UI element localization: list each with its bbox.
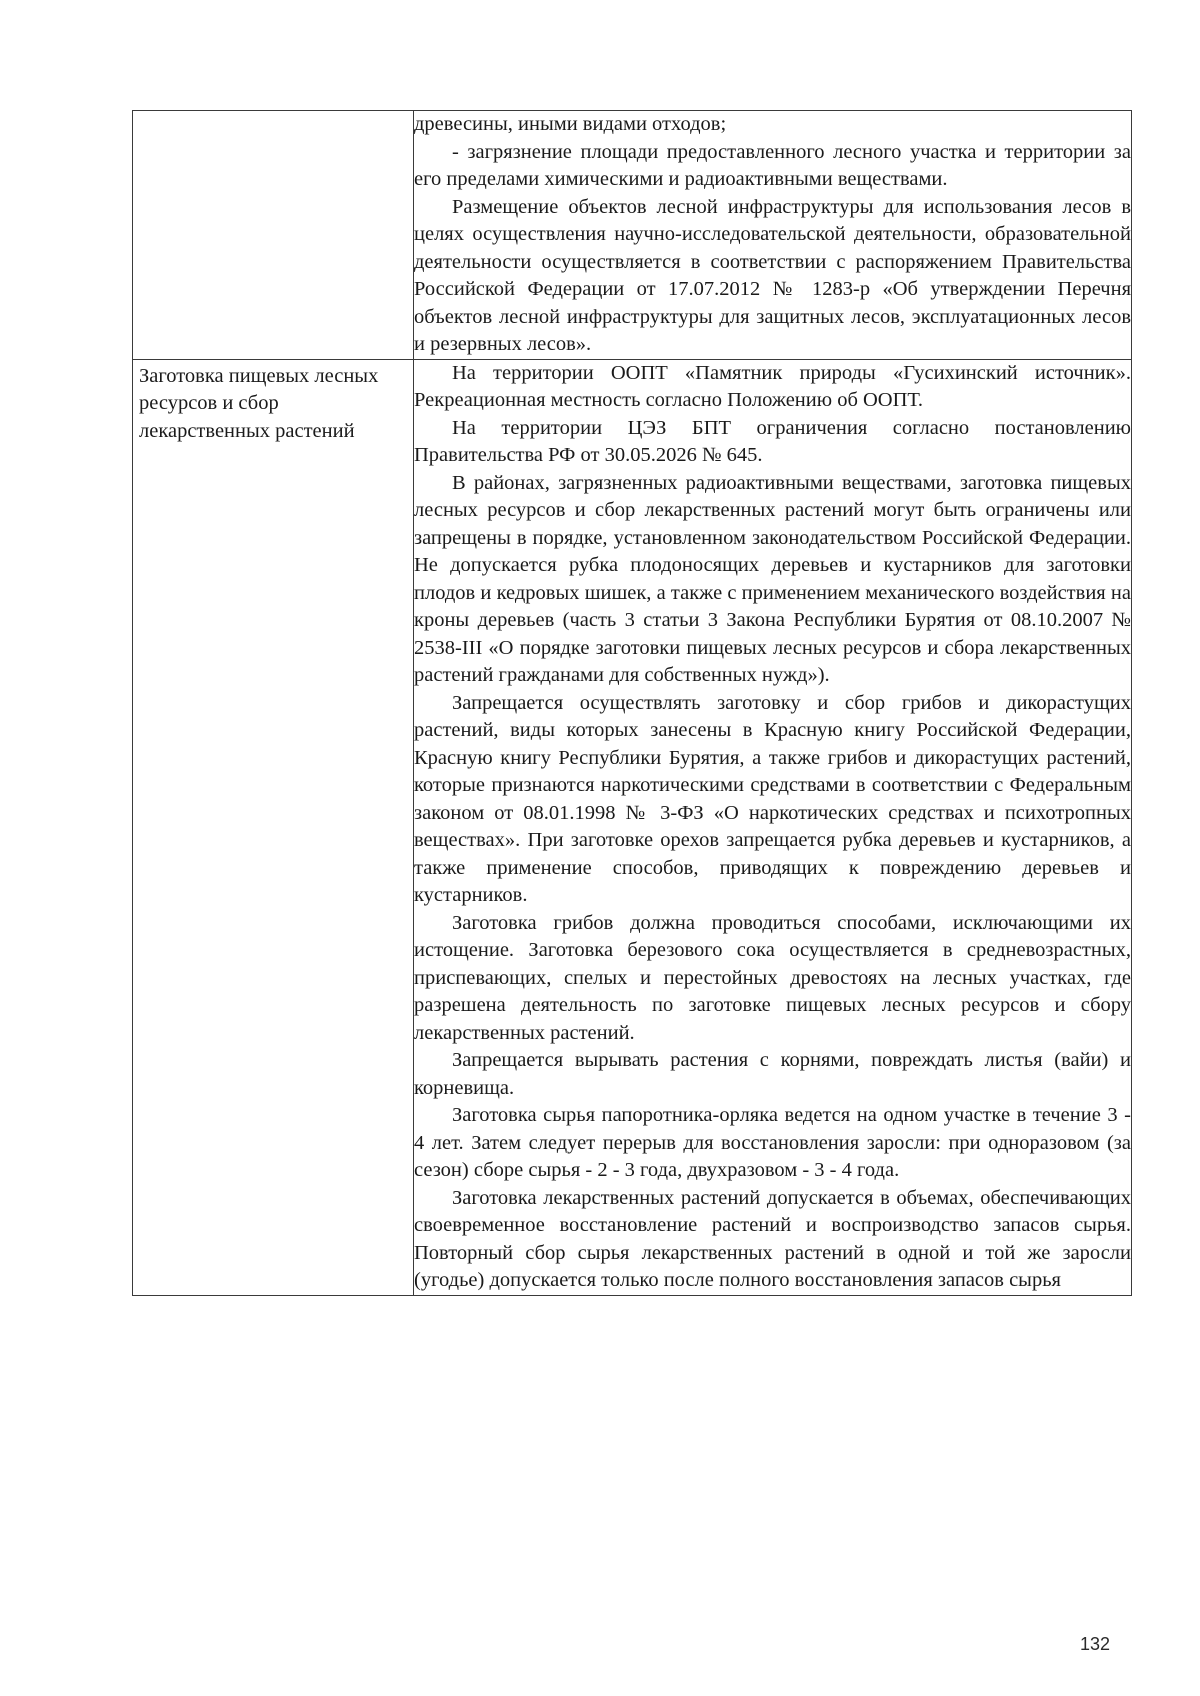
requirement-paragraph: Размещение объектов лесной инфраструктуры для использования лесов в целях осуществления научно-исследовательской деятельности, образовательной деятельности осуществляется в соответствии с распоряжением Правительства Российской Федерации от 17.07.2012 № 1283-р «Об утверждении Перечня объектов лесной инфраструктуры для защитных лесов, эксплуатационных лесов и резервных лесов». (414, 195, 1131, 355)
table-row (133, 111, 1132, 360)
requirement-paragraph: Запрещается осуществлять заготовку и сбор грибов и дикорастущих растений, виды которых занесены в Красную книгу Российской Федерации, Красную книгу Республики Бурятия, а также грибов и дикорастущих растений, которые признаются наркотическими средствами в соответствии с Федеральным законом от 08.01.1998 № 3-ФЗ «О наркотических средствах и психотропных веществах». При заготовке орехов запрещается рубка деревьев и кустарников, а также применение способов, приводящих к повреждению деревьев и кустарников. (414, 691, 1131, 906)
table-row (133, 359, 1132, 1295)
requirement-paragraph: - загрязнение площади предоставленного лесного участка и территории за его пределами химическими и радиоактивными веществами. (414, 140, 1131, 190)
requirement-paragraph: Заготовка сырья папоротника-орляка ведется на одном участке в течение 3 - 4 лет. Затем следует перерыв для восстановления заросли: при одноразовом (за сезон) сборе сырья - 2 - 3 года, двухразовом - 3 - 4 года. (414, 1104, 1131, 1181)
regulation-table (132, 110, 1132, 1296)
requirement-paragraph: древесины, иными видами отходов; (414, 113, 727, 135)
activity-cell (133, 111, 414, 360)
requirement-paragraph: На территории ООПТ «Памятник природы «Гусихинский источник». Рекреационная местность согласно Положению об ООПТ. (414, 361, 1131, 411)
activity-label: Заготовка пищевых лесных ресурсов и сбор лекарственных растений (139, 364, 379, 442)
requirement-paragraph: Заготовка грибов должна проводиться способами, исключающими их истощение. Заготовка березового сока осуществляется в средневозрастных, приспевающих, спелых и перестойных древостоях на лесных участках, где разрешена деятельность по заготовке пищевых лесных ресурсов и сбору лекарственных растений. (414, 911, 1131, 1044)
requirement-paragraph: На территории ЦЭЗ БПТ ограничения согласно постановлению Правительства РФ от 30.05.2026 № 645. (414, 416, 1131, 466)
regulation-table-body (133, 111, 1132, 1296)
requirement-paragraph: Запрещается вырывать растения с корнями, повреждать листья (вайи) и корневища. (414, 1049, 1131, 1099)
requirement-paragraph: В районах, загрязненных радиоактивными веществами, заготовка пищевых лесных ресурсов и сбор лекарственных растений могут быть ограничены или запрещены в порядке, установленном законодательством Российской Федерации. Не допускается рубка плодоносящих деревьев и кустарников для заготовки плодов и кедровых шишек, а также с применением механического воздействия на кроны деревьев (часть 3 статьи 3 Закона Республики Бурятия от 08.10.2007 № 2538-III «О порядке заготовки пищевых лесных ресурсов и сбора лекарственных растений гражданами для собственных нужд»). (414, 471, 1131, 686)
page-number: 132 (1079, 1634, 1110, 1654)
requirements-cell (414, 359, 1132, 1295)
activity-cell (133, 359, 414, 1295)
requirement-paragraph: Заготовка лекарственных растений допускается в объемах, обеспечивающих своевременное восстановление растений и воспроизводство запасов сырья. Повторный сбор сырья лекарственных растений в одной и той же заросли (угодье) допускается только после полного восстановления запасов сырья (414, 1186, 1131, 1291)
activity-label (133, 111, 413, 114)
requirements-cell (414, 111, 1132, 360)
